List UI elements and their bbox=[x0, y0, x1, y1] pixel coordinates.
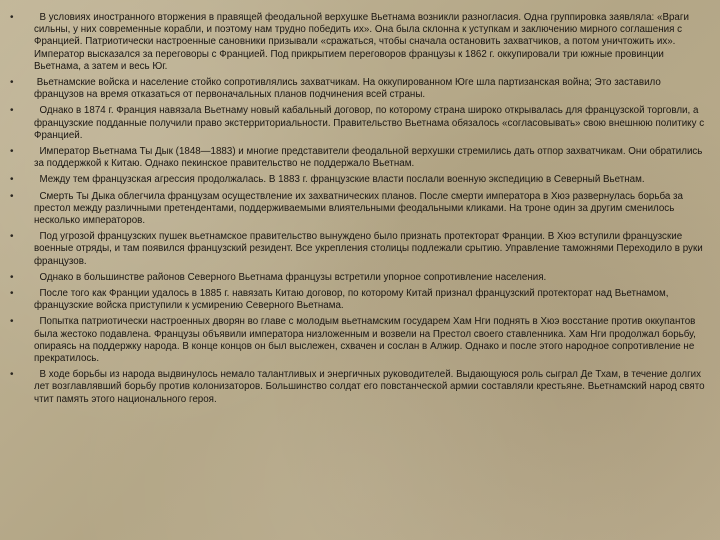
bullet-icon: • bbox=[10, 190, 14, 202]
bullet-icon: • bbox=[10, 146, 14, 158]
paragraph-text: Между тем французская агрессия продолжалась. В 1883 г. французские власти послали военную экспедицию в Северный Вьетнам. bbox=[34, 174, 645, 186]
bullet-icon: • bbox=[10, 12, 14, 23]
bullet-icon: • bbox=[10, 316, 14, 328]
bullet-icon: • bbox=[10, 174, 14, 186]
bullet-icon: • bbox=[10, 77, 14, 89]
bullet-icon: • bbox=[10, 288, 14, 300]
bullet-icon: • bbox=[10, 271, 14, 283]
paragraph-text: После того как Франции удалось в 1885 г. навязать Китаю договор, по которому Китай признал французский протекторат над Вьетнамом, французские войска приступили к усмирению Северного Вьетнама. bbox=[34, 288, 672, 312]
list-item bbox=[8, 105, 708, 142]
list-item bbox=[8, 191, 708, 228]
bullet-icon: • bbox=[10, 231, 14, 243]
list-item bbox=[8, 316, 708, 365]
list-item bbox=[8, 12, 708, 73]
list-item bbox=[8, 369, 708, 406]
paragraph-text: Однако в 1874 г. Франция навязала Вьетнаму новый кабальный договор, по которому страна широко открывалась для французской торговли, а французские подданные получили право экстерриториальности. Правительство Вьетнама обязалось «согласовывать» свою внешнюю политику с Францией. bbox=[34, 105, 707, 141]
list-item bbox=[8, 146, 708, 170]
list-item bbox=[8, 174, 708, 186]
paragraph-text: Смерть Ты Дыка облегчила французам осуществление их захватнических планов. После смерти императора в Хюэ развернулась борьба за престол между различными претендентами, поддерживаемыми влиятельными феодальными кликами. На троне один за другим сменилось несколько императоров. bbox=[34, 190, 686, 227]
paragraph-text: Под угрозой французских пушек вьетнамское правительство вынуждено было признать протекторат Франции. В Хюэ вступили французские военные отряды, и там появился французский резидент. Все укрепления столицы подлежали срытию. Управление таможнями Переходило в руки французов. bbox=[34, 231, 706, 267]
paragraph-text: Вьетнамские войска и население стойко сопротивлялись захватчикам. На оккупированном Юге шла партизанская война; Это заставило французов на время отказаться от первоначальных планов подчинения всей страны. bbox=[34, 77, 664, 101]
paragraph-text: Император Вьетнама Ты Дык (1848—1883) и многие представители феодальной верхушки стремились дать отпор захватчикам. Они обратились за поддержкой к Китаю. Однако пекинское правительство не поддержало Вьетнам. bbox=[34, 146, 706, 170]
list-item bbox=[8, 77, 708, 101]
list-item bbox=[8, 272, 708, 284]
paragraph-text: Однако в большинстве районов Северного Вьетнама французы встретили упорное сопротивление населения. bbox=[34, 271, 547, 283]
bullet-icon: • bbox=[10, 105, 14, 117]
paragraph-text: В ходе борьбы из народа выдвинулось немало талантливых и энергичных руководителей. Выдающуюся роль сыграл Де Тхам, в течение долгих лет возглавлявший борьбу против колонизаторов. Большинство солдат его повстанческой армии составляли крестьяне. Вьетнамский народ свято чтит память этого национального героя. bbox=[34, 369, 708, 405]
list-item bbox=[8, 231, 708, 268]
paragraph-text: Попытка патриотически настроенных дворян во главе с молодым вьетнамским государем Хам Нги поднять в Хюэ восстание против оккупантов была жестоко подавлена. Французы объявили императора низложенным и возвели на Престол своего ставленника. Хам Нги продолжал борьбу, опираясь на поддержку народа. В конце концов он был выслежен, схвачен и сослан в Алжир. Однако и после этого народное сопротивление не прекратилось. bbox=[34, 316, 699, 365]
bullet-icon: • bbox=[10, 369, 14, 381]
paragraph-text: В условиях иностранного вторжения в правящей феодальной верхушке Вьетнама возникли разногласия. Одна группировка заявляла: «Враги сильны, у них современные корабли, и поэтому нам трудно победить их». Она была склонна к уступкам и заключению мирного соглашения с Францией. Патриотически настроенные сановники призывали «сражаться, чтобы сначала остановить захватчиков, а потом уничтожить их». Император высказался за переговоры с Францией. Под прикрытием переговоров французы к 1862 г. оккупировали три южные провинции Вьетнама, а затем и весь Юг. bbox=[34, 12, 692, 72]
list-item bbox=[8, 288, 708, 312]
